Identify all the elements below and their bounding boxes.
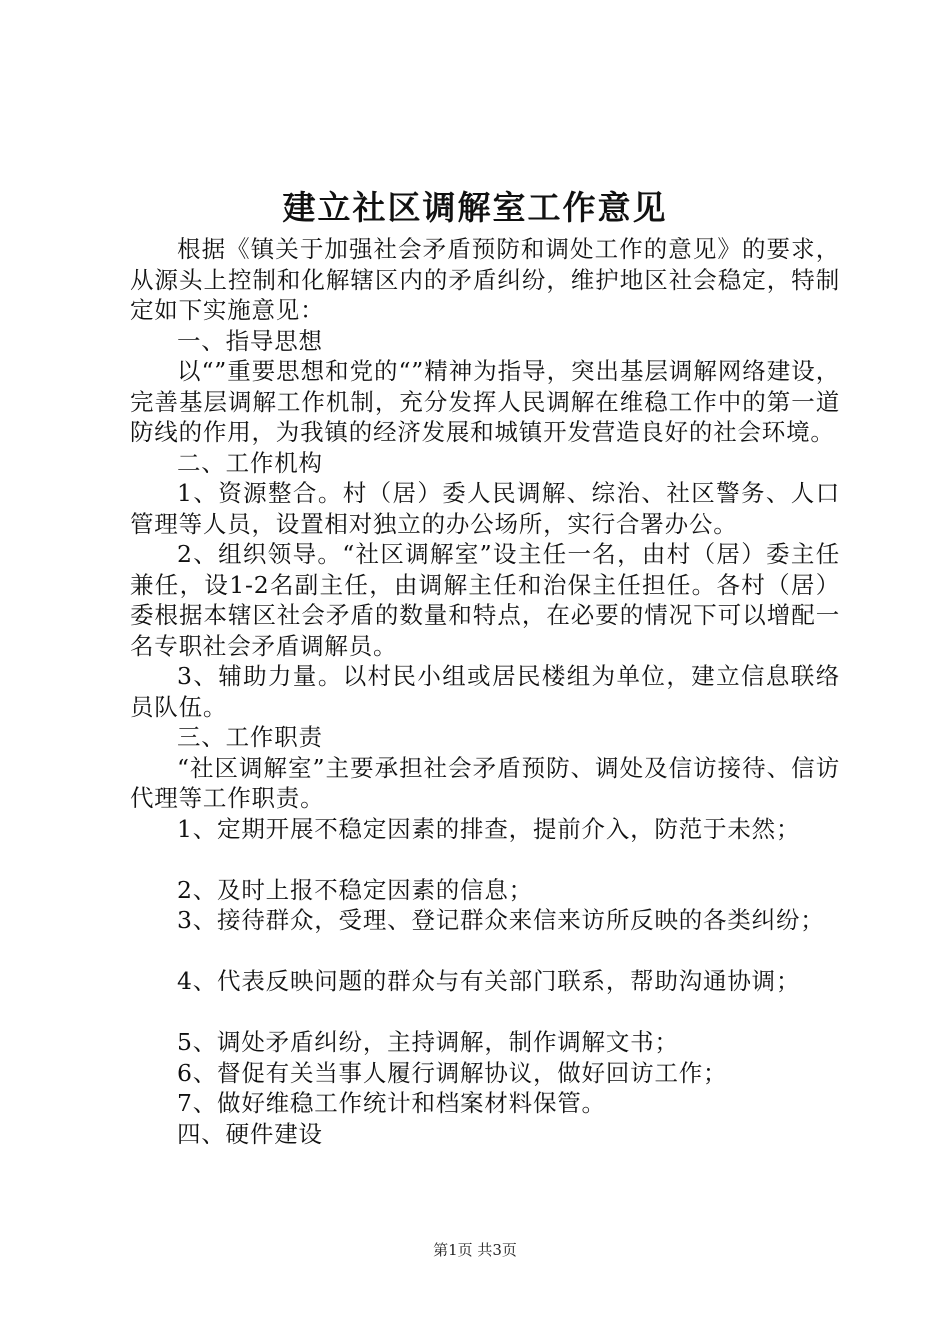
section-heading-work-organization: 二、工作机构 bbox=[177, 448, 323, 477]
organization-item-3: 3、辅助力量。以村民小组或居民楼组为单位，建立信息联络员队伍。 bbox=[130, 662, 840, 721]
section-heading-hardware-construction: 四、硬件建设 bbox=[177, 1119, 323, 1148]
duty-item-3: 3、接待群众，受理、登记群众来信来访所反映的各类纠纷； bbox=[177, 906, 825, 934]
duty-item-2: 2、及时上报不稳定因素的信息； bbox=[177, 875, 533, 904]
intro-paragraph: 根据《镇关于加强社会矛盾预防和调处工作的意见》的要求，从源头上控制和化解辖区内的矛盾纠纷，维护地区社会稳定，特制定如下实施意见： bbox=[130, 235, 840, 324]
duty-item-7: 7、做好维稳工作统计和档案材料保管。 bbox=[177, 1089, 606, 1117]
organization-item-1: 1、资源整合。村（居）委人民调解、综治、社区警务、人口管理等人员，设置相对独立的办公场所，实行合署办公。 bbox=[130, 479, 840, 538]
organization-item-2: 2、组织领导。“社区调解室”设主任一名，由村（居）委主任兼任，设1-2名副主任，由调解主任和治保主任担任。各村（居）委根据本辖区社会矛盾的数量和特点，在必要的情况下可以增配一名专职社会矛盾调解员。 bbox=[130, 540, 840, 660]
page-footer: 第1页 共3页 bbox=[433, 1241, 517, 1259]
duty-item-6: 6、督促有关当事人履行调解协议，做好回访工作； bbox=[177, 1058, 728, 1087]
duty-item-1: 1、定期开展不稳定因素的排查，提前介入，防范于未然； bbox=[177, 814, 801, 843]
duties-intro-paragraph: “社区调解室”主要承担社会矛盾预防、调处及信访接待、信访代理等工作职责。 bbox=[130, 753, 840, 812]
document-body bbox=[130, 234, 840, 1149]
duty-item-5: 5、调处矛盾纠纷，主持调解，制作调解文书； bbox=[177, 1028, 679, 1056]
guiding-ideology-paragraph: 以“”重要思想和党的“”精神为指导，突出基层调解网络建设，完善基层调解工作机制，充分发挥人民调解在维稳工作中的第一道防线的作用，为我镇的经济发展和城镇开发营造良好的社会环境。 bbox=[130, 357, 840, 446]
section-heading-guiding-ideology: 一、指导思想 bbox=[177, 326, 323, 355]
duty-item-4: 4、代表反映问题的群众与有关部门联系，帮助沟通协调； bbox=[177, 967, 801, 995]
document-title: 建立社区调解室工作意见 bbox=[282, 188, 668, 227]
section-heading-work-duties: 三、工作职责 bbox=[177, 723, 323, 751]
